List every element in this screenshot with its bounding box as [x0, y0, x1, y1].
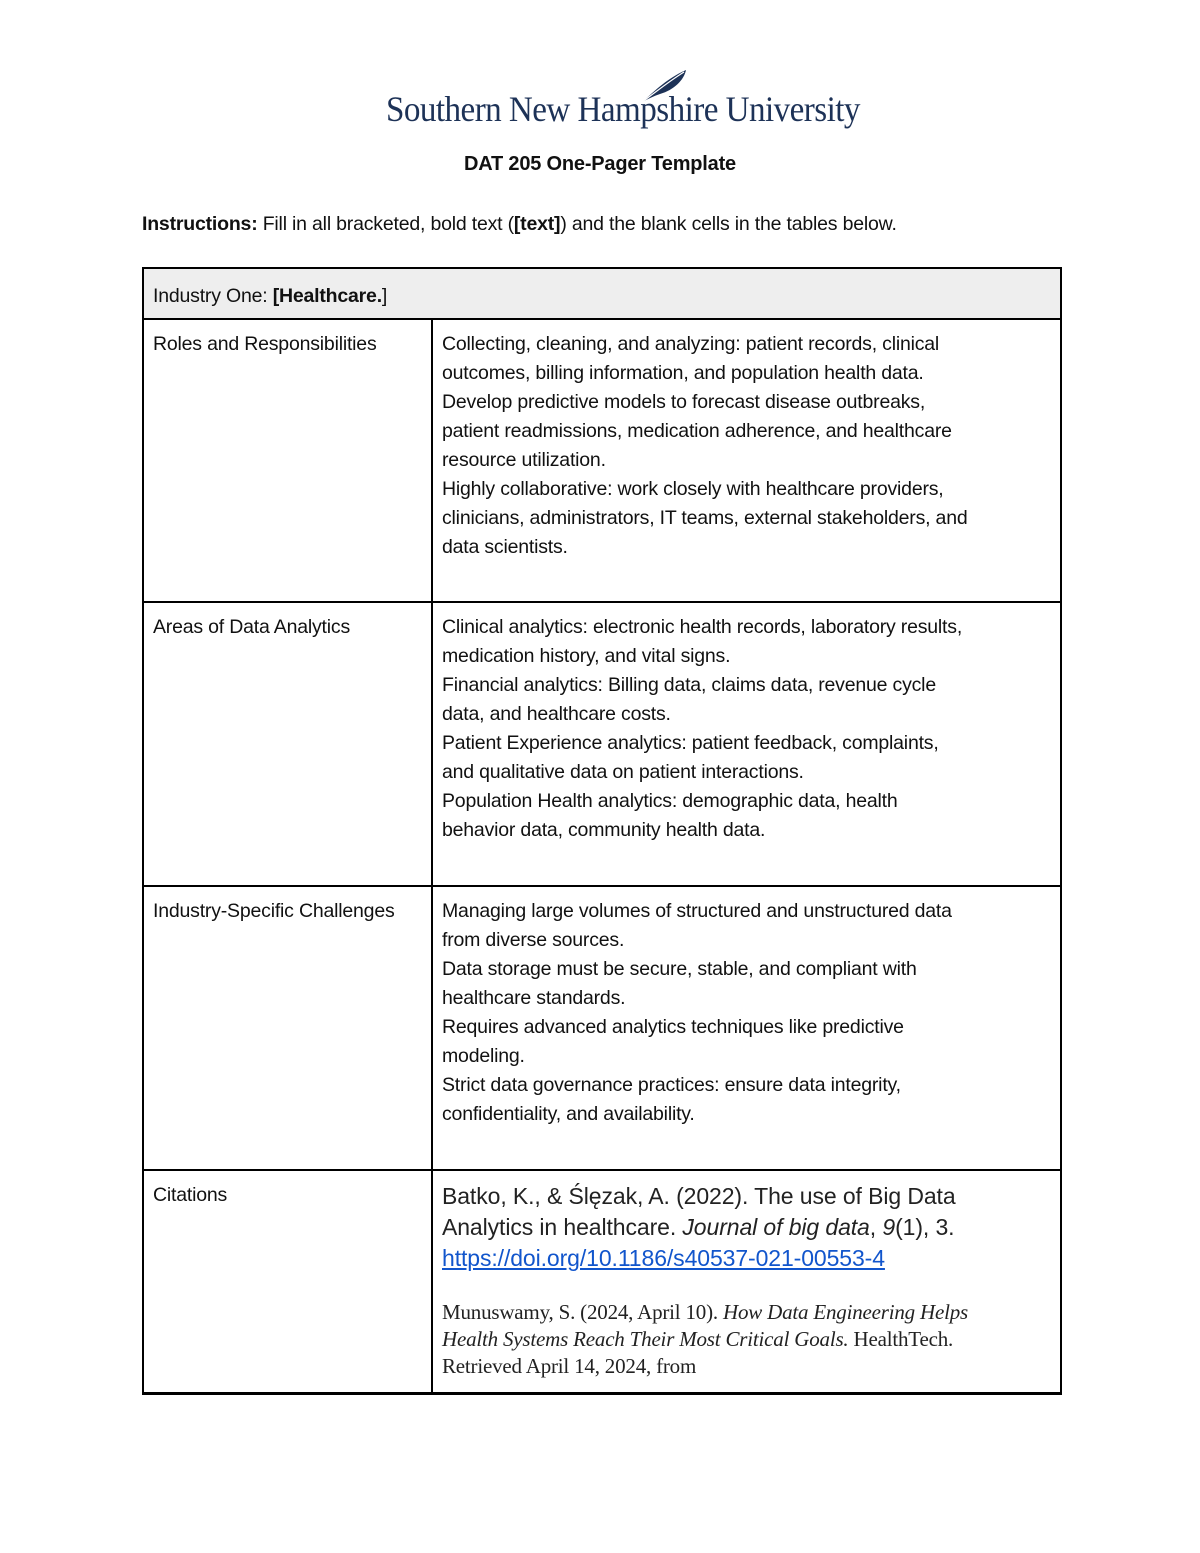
table-row-areas — [143, 602, 1061, 886]
content-line: medication history, and vital signs. — [442, 645, 731, 667]
content-line: Collecting, cleaning, and analyzing: patient records, clinical — [442, 333, 940, 355]
citations-content — [432, 1170, 1061, 1394]
industry-label: Industry One: — [153, 285, 273, 307]
content-line: Clinical analytics: electronic health records, laboratory results, — [442, 616, 963, 638]
content-line: Patient Experience analytics: patient feedback, complaints, — [442, 732, 939, 754]
citation-doi-link[interactable]: https://doi.org/10.1186/s40537-021-00553-4 — [442, 1245, 885, 1271]
industry-close: ] — [381, 285, 388, 307]
industry-header-row — [143, 268, 1061, 319]
citation-author: Munuswamy, S. (2024, April 10). — [442, 1300, 723, 1324]
citation-retrieved: Retrieved April 14, 2024, from — [442, 1354, 697, 1378]
citation-batko — [442, 1181, 1051, 1274]
citation-line — [442, 1299, 1051, 1326]
row-label: Areas of Data Analytics — [143, 602, 432, 886]
row-label: Industry-Specific Challenges — [143, 886, 432, 1170]
document-title: DAT 205 One-Pager Template — [464, 153, 736, 175]
content-line: clinicians, administrators, IT teams, external stakeholders, and — [442, 507, 968, 529]
table-row-roles — [143, 319, 1061, 602]
content-line: from diverse sources. — [442, 929, 625, 951]
logo-text: Southern New Hampshire University — [386, 89, 860, 129]
citation-sep: , — [869, 1214, 883, 1240]
content-line: Population Health analytics: demographic data, health — [442, 790, 898, 812]
row-content — [432, 602, 1061, 886]
content-line: resource utilization. — [442, 449, 606, 471]
citation-rest: (1), 3. — [895, 1214, 955, 1240]
instructions-bracket-example: [text] — [513, 213, 561, 235]
industry-header-cell — [143, 268, 1061, 319]
industry-table — [142, 267, 1062, 1395]
content-line: patient readmissions, medication adherence, and healthcare — [442, 420, 952, 442]
content-line: Develop predictive models to forecast disease outbreaks, — [442, 391, 926, 413]
citation-publisher: HealthTech. — [848, 1327, 954, 1351]
university-logo — [386, 66, 860, 136]
table-row-citations — [143, 1170, 1061, 1394]
content-line: healthcare standards. — [442, 987, 626, 1009]
content-line: confidentiality, and availability. — [442, 1103, 695, 1125]
content-line: Requires advanced analytics techniques like predictive — [442, 1016, 904, 1038]
content-line: Strict data governance practices: ensure data integrity, — [442, 1074, 901, 1096]
content-line: Data storage must be secure, stable, and compliant with — [442, 958, 917, 980]
instructions-text-before: Fill in all bracketed, bold text ( — [257, 213, 514, 235]
row-content — [432, 886, 1061, 1170]
content-line: data, and healthcare costs. — [442, 703, 671, 725]
instructions — [142, 213, 897, 236]
content-line: Managing large volumes of structured and unstructured data — [442, 900, 952, 922]
citation-line — [442, 1326, 1051, 1353]
instructions-label: Instructions: — [142, 213, 258, 235]
citation-munuswamy — [442, 1299, 1051, 1380]
content-line: outcomes, billing information, and population health data. — [442, 362, 924, 384]
table-row-challenges — [143, 886, 1061, 1170]
row-label: Citations — [143, 1170, 432, 1394]
citation-line: Batko, K., & Ślęzak, A. (2022). The use of Big Data — [442, 1183, 956, 1209]
citation-volume: 9 — [882, 1214, 896, 1240]
citation-title: Health Systems Reach Their Most Critical Goals. — [442, 1327, 849, 1351]
row-content — [432, 319, 1061, 602]
content-line: data scientists. — [442, 536, 568, 558]
instructions-text-after: ) and the blank cells in the tables below. — [560, 213, 897, 235]
content-line: modeling. — [442, 1045, 525, 1067]
citation-journal: Journal of big data — [682, 1214, 870, 1240]
content-line: Financial analytics: Billing data, claims data, revenue cycle — [442, 674, 936, 696]
content-line: behavior data, community health data. — [442, 819, 766, 841]
row-label: Roles and Responsibilities — [143, 319, 432, 602]
citation-title: How Data Engineering Helps — [723, 1300, 969, 1324]
citation-line — [442, 1212, 1051, 1243]
content-line: Highly collaborative: work closely with healthcare providers, — [442, 478, 944, 500]
content-line: and qualitative data on patient interactions. — [442, 761, 804, 783]
industry-value: [Healthcare. — [272, 285, 382, 307]
citation-text: Analytics in healthcare. — [442, 1214, 683, 1240]
